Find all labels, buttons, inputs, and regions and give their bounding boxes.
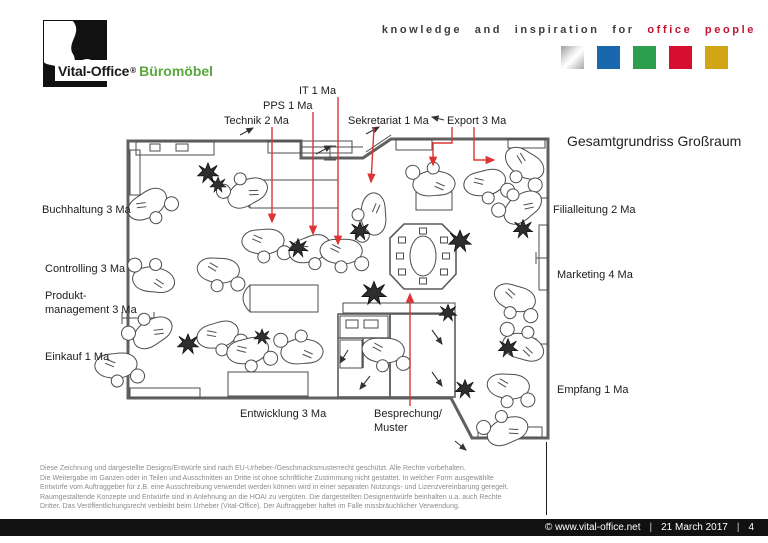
disclaimer-line: Dritter. Das Veröffentlichungsrecht verbleibt beim Urheber (Vital-Office). Der Auftraggeber haftet im Falle missbräuchlicher Verwendung. [40, 503, 460, 511]
footer-url: © www.vital-office.net [544, 522, 641, 533]
label-besprechung-line2: Muster [374, 422, 408, 434]
label-export: Export 3 Ma [447, 115, 507, 127]
vertical-divider [546, 442, 547, 515]
tagline-highlight: office people [647, 24, 756, 36]
footer-page-number: 4 [748, 522, 754, 533]
registered-mark: ® [130, 66, 137, 75]
copyright-disclaimer [40, 464, 552, 512]
label-produkt-line1: Produkt- [45, 290, 87, 302]
label-einkauf: Einkauf 1 Ma [45, 351, 110, 363]
disclaimer-line: Entwürfe vom Auftraggeber für z.B. eine Ausschreibung verwendet werden können wird in einer separaten Nutzungs- und Lizenzvereinbarung geregelt. [40, 484, 509, 492]
label-marketing: Marketing 4 Ma [557, 269, 633, 281]
label-produktmanagement [45, 289, 137, 317]
tagline-prefix: knowledge and inspiration for [381, 24, 635, 36]
label-controlling: Controlling 3 Ma [45, 263, 126, 275]
plan-title: Gesamtgrundriss Großraum [567, 133, 742, 149]
footer-bar [0, 519, 768, 536]
label-buchhaltung: Buchhaltung 3 Ma [42, 204, 131, 216]
label-entwicklung: Entwicklung 3 Ma [240, 408, 327, 420]
label-produkt-line2: management 3 Ma [45, 304, 137, 316]
disclaimer-line: Raumgestaltende Konzepte und Entwürfe sind in Anlehnung an die HOAI zu vergüten. Die dargestellten Designentwürfe beinhalten u.a. auch Rechte [40, 493, 502, 501]
label-empfang: Empfang 1 Ma [557, 384, 629, 396]
label-sekretariat: Sekretariat 1 Ma [348, 115, 429, 127]
disclaimer-line: Diese Zeichnung und dargestellte Designs/Entwürfe sind nach EU-Urheber-/Geschmacksmusterrecht geschützt. Alle Rechte vorbehalten. [40, 465, 466, 472]
brand-suffix: Büromöbel [139, 62, 214, 79]
footer-separator: | [736, 522, 740, 533]
label-besprechung [374, 407, 442, 435]
label-technik: Technik 2 Ma [224, 115, 289, 127]
label-it: IT 1 Ma [299, 85, 337, 97]
label-pps: PPS 1 Ma [263, 100, 313, 112]
brand-name: Vital-Office [58, 62, 130, 79]
disclaimer-line: Die Weitergabe im Ganzen oder in Teilen und Ausschnitten an Dritte ist ohne schriftliche Zustimmung nicht gestattet. In welcher Form ausgewählte [40, 474, 494, 482]
label-besprechung-line1: Besprechung/ [374, 408, 442, 420]
footer-date: 21 March 2017 [661, 522, 728, 533]
footer-separator: | [649, 522, 653, 533]
label-filialleitung: Filialleitung 2 Ma [553, 204, 636, 216]
